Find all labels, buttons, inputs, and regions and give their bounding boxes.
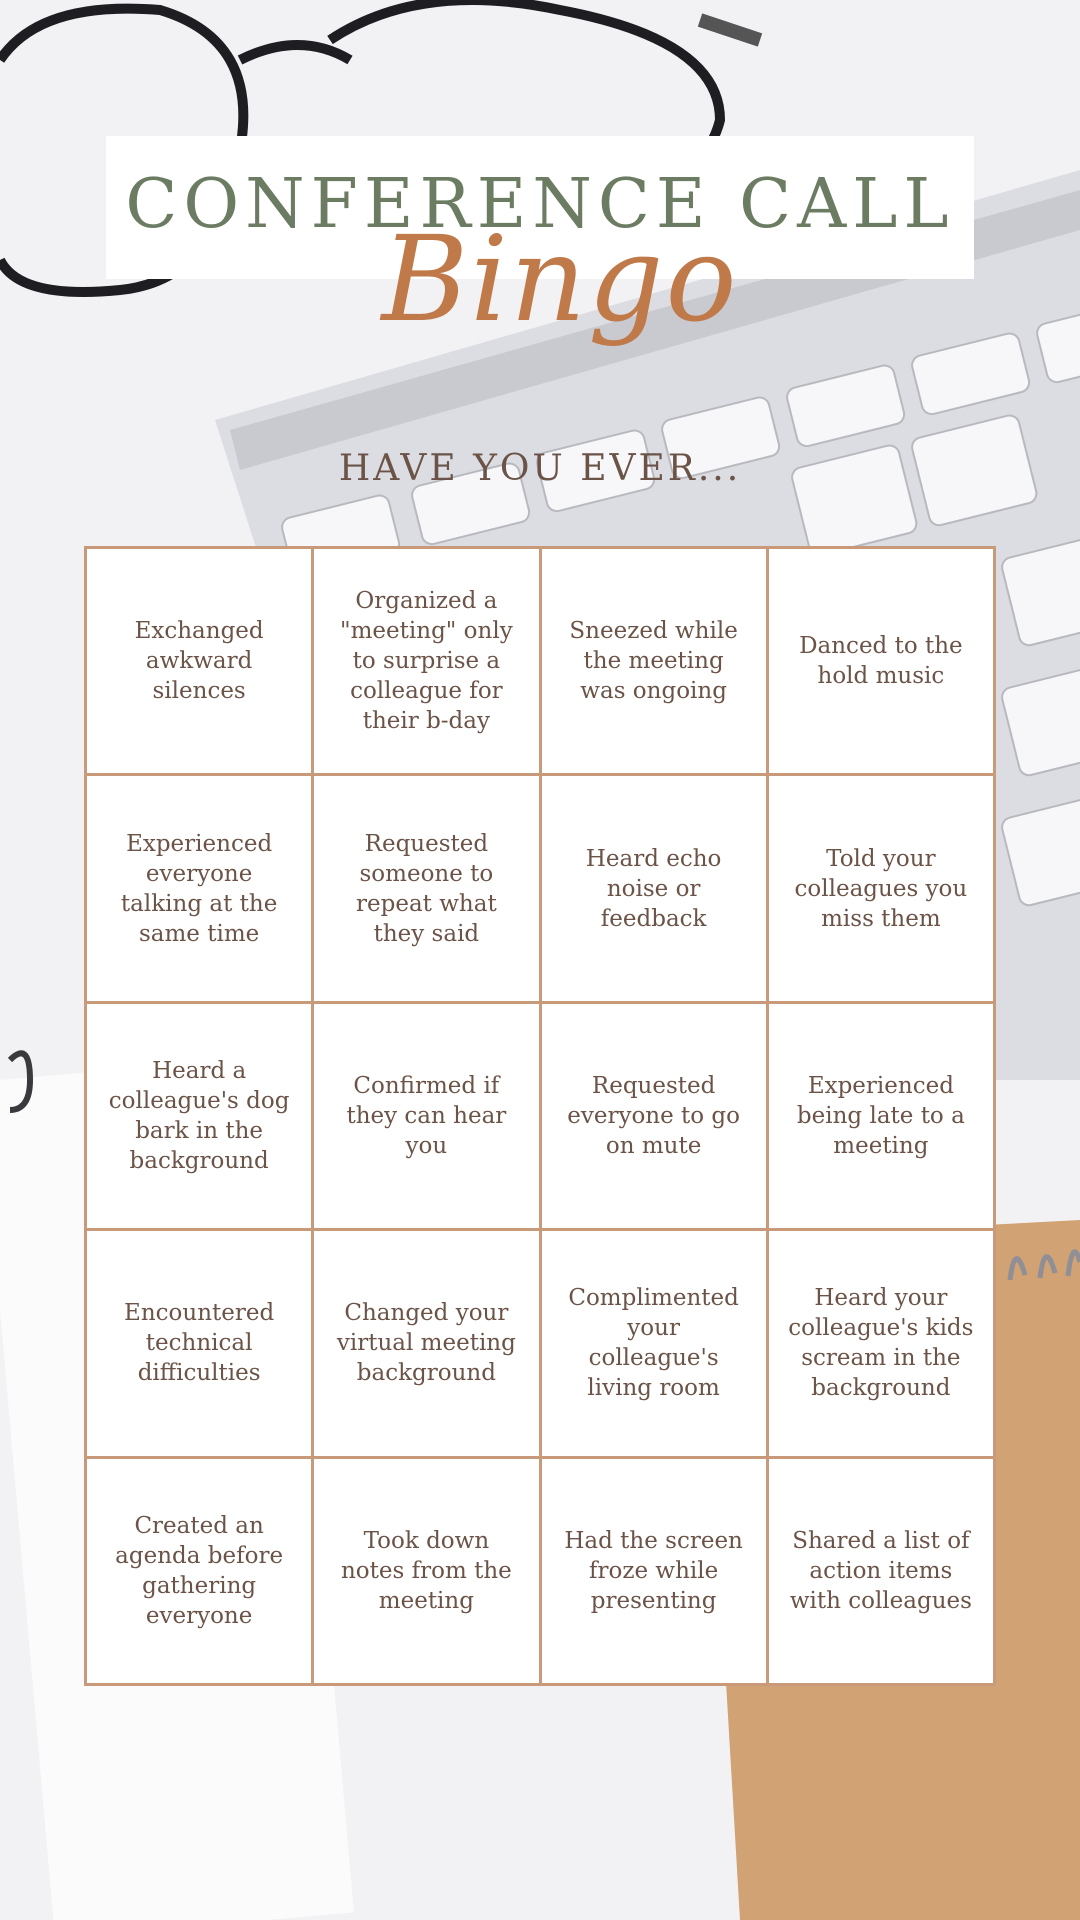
bingo-cell[interactable]: Danced to the hold music	[769, 549, 993, 773]
script-title	[381, 210, 739, 390]
bingo-cell[interactable]: Heard a colleague's dog bark in the background	[87, 1004, 311, 1228]
bingo-cell[interactable]: Told your colleagues you miss them	[769, 776, 993, 1000]
bingo-cell[interactable]: Sneezed while the meeting was ongoing	[542, 549, 766, 773]
bingo-cell[interactable]: Changed your virtual meeting background	[314, 1231, 538, 1455]
bingo-cell[interactable]: Confirmed if they can hear you	[314, 1004, 538, 1228]
page-title: CONFERENCE CALL	[125, 165, 955, 244]
bingo-cell[interactable]: Organized a "meeting" only to surprise a colleague for their b-day	[314, 549, 538, 773]
bingo-cell[interactable]: Encountered technical difficulties	[87, 1231, 311, 1455]
bingo-cell[interactable]: Complimented your colleague's living room	[542, 1231, 766, 1455]
bingo-cell[interactable]: Experienced being late to a meeting	[769, 1004, 993, 1228]
subtitle: HAVE YOU EVER...	[338, 448, 742, 489]
bingo-cell[interactable]: Created an agenda before gathering everyone	[87, 1459, 311, 1683]
bingo-cell[interactable]: Experienced everyone talking at the same time	[87, 776, 311, 1000]
bingo-cell[interactable]: Exchanged awkward silences	[87, 549, 311, 773]
bingo-cell[interactable]: Heard echo noise or feedback	[542, 776, 766, 1000]
script-title-text: Bingo	[381, 210, 739, 348]
bingo-cell[interactable]: Requested someone to repeat what they said	[314, 776, 538, 1000]
bingo-cell[interactable]: Shared a list of action items with colleagues	[769, 1459, 993, 1683]
bingo-cell[interactable]: Heard your colleague's kids scream in the background	[769, 1231, 993, 1455]
bingo-cell[interactable]: Had the screen froze while presenting	[542, 1459, 766, 1683]
bingo-grid	[84, 546, 996, 1686]
bingo-cell[interactable]: Requested everyone to go on mute	[542, 1004, 766, 1228]
bingo-cell[interactable]: Took down notes from the meeting	[314, 1459, 538, 1683]
